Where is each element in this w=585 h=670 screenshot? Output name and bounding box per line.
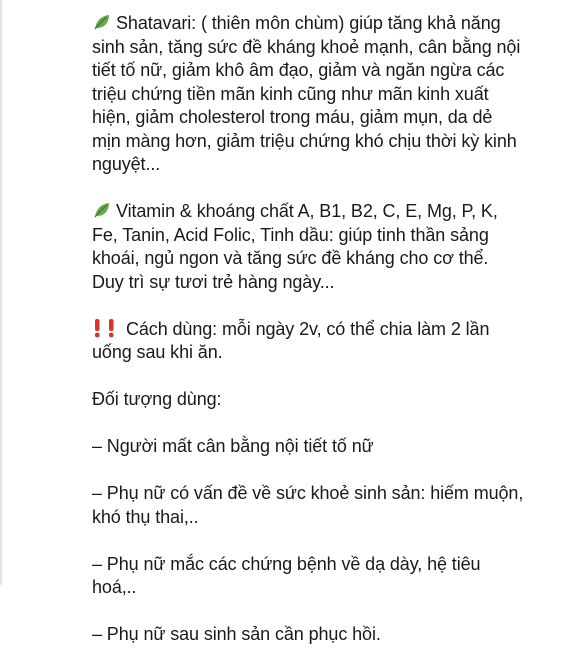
line-text: – Người mất cân bằng nội tiết tố nữ [92,436,374,456]
text-line [92,130,572,154]
paragraph [92,318,572,365]
line-text: uống sau khi ăn. [92,342,223,362]
text-line [92,341,572,365]
text-line [92,153,572,177]
line-text: hoá,.. [92,577,137,597]
paragraph [92,200,572,294]
line-text: triệu chứng tiền mãn kinh cũng như mãn kinh xuất [92,83,489,104]
line-text: mịn màng hơn, giảm triệu chứng khó chịu thời kỳ kinh [92,130,517,151]
line-text: tiết tố nữ, giảm khô âm đạo, giảm và ngăn ngừa các [92,60,505,80]
line-text: Vitamin & khoáng chất A, B1, B2, C, E, Mg, P, K, [116,201,498,221]
line-text: sinh sản, tăng sức đề kháng khoẻ mạnh, cân bằng nội [92,36,521,57]
paragraph [92,435,572,459]
line-text: khó thụ thai,.. [92,506,199,527]
paragraph [92,623,572,647]
text-line [92,576,572,600]
paragraph [92,482,572,529]
paragraph [92,553,572,600]
leaf-icon [92,200,112,220]
text-line [92,506,572,530]
text-line [92,318,572,342]
line-text: nguyệt... [92,154,161,174]
document-body [92,12,572,670]
paragraph [92,12,572,177]
leaf-icon [92,12,112,32]
line-text: hiện, giảm cholesterol trong máu, giảm mụn, da dẻ [92,107,493,127]
text-line [92,83,572,107]
paragraph [92,388,572,412]
left-edge-divider [0,0,2,585]
text-line [92,247,572,271]
text-line [92,59,572,83]
line-text: Duy trì sự tươi trẻ hàng ngày... [92,271,335,292]
exclamation-icon [106,318,116,338]
text-line [92,623,572,647]
text-line [92,36,572,60]
line-text: – Phụ nữ sau sinh sản cần phục hồi. [92,624,381,644]
text-line [92,271,572,295]
text-line [92,482,572,506]
text-line [92,200,572,224]
line-text: Đối tượng dùng: [92,389,222,409]
line-text: – Phụ nữ có vấn đề về sức khoẻ sinh sản: hiếm muộn, [92,483,524,503]
line-text: – Phụ nữ mắc các chứng bệnh về dạ dày, hệ tiêu [92,553,481,574]
line-text: khoái, ngủ ngon và tăng sức đề kháng cho cơ thể. [92,248,489,268]
line-text: Shatavari: ( thiên môn chùm) giúp tăng khả năng [116,13,501,33]
text-line [92,553,572,577]
text-line [92,106,572,130]
exclamation-icon [92,318,102,338]
text-line [92,224,572,248]
text-line [92,435,572,459]
text-line [92,12,572,36]
text-line [92,388,572,412]
line-text: Fe, Tanin, Acid Folic, Tinh dầu: giúp tinh thần sảng [92,224,489,245]
line-text: Cách dùng: mỗi ngày 2v, có thể chia làm 2 lần [126,318,490,339]
